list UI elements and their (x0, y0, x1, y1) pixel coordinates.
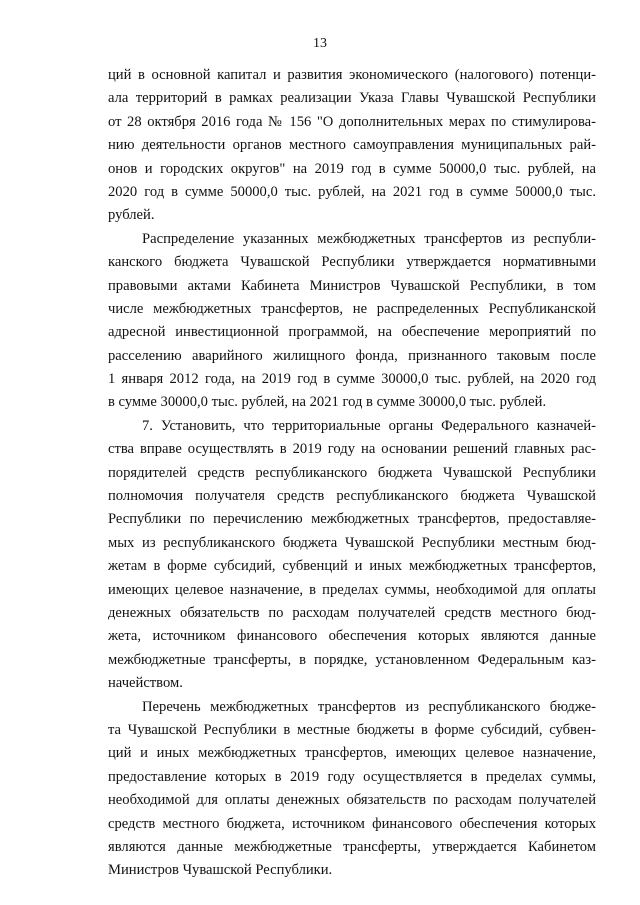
text-line: начейством. (108, 675, 183, 692)
paragraph-1 (108, 64, 596, 228)
text-line: ства вправе осуществлять в 2019 году на основании решений главных рас- (108, 441, 596, 458)
text-line: Перечень межбюджетных трансфертов из республиканского бюдже- (142, 698, 596, 715)
paragraph-4 (108, 696, 596, 883)
text-line: межбюджетные трансферты, в порядке, установленном Федеральным каз- (108, 651, 596, 668)
text-line: 1 января 2012 года, на 2019 год в сумме 30000,0 тыс. рублей, на 2020 год (108, 371, 596, 388)
text-line: 2020 год в сумме 50000,0 тыс. рублей, на 2021 год в сумме 50000,0 тыс. (108, 183, 596, 200)
text-line: предоставление которых в 2019 году осуществляется в пределах суммы, (108, 768, 596, 785)
text-line: правовыми актами Кабинета Министров Чувашской Республики, в том (108, 277, 596, 294)
page-number: 13 (313, 36, 327, 51)
text-line: жета, источником финансового обеспечения которых являются данные (108, 628, 596, 645)
text-line: в сумме 30000,0 тыс. рублей, на 2021 год в сумме 30000,0 тыс. рублей. (108, 394, 547, 411)
text-line: от 28 октября 2016 года № 156 "О дополнительных мерах по стимулирова- (108, 113, 596, 130)
paragraph-2 (108, 228, 596, 415)
text-line: ций и иных межбюджетных трансфертов, имеющих целевое назначение, (108, 745, 596, 762)
text-line: рублей. (108, 207, 155, 224)
text-line: являются данные межбюджетные трансферты, утверждается Кабинетом (108, 838, 596, 855)
text-line: адресной инвестиционной программой, на обеспечение мероприятий по (108, 324, 596, 341)
text-line: полномочия получателя средств республиканского бюджета Чувашской (108, 488, 596, 505)
text-line: денежных обязательств по расходам получателей средств местного бюд- (108, 604, 596, 621)
text-line: ций в основной капитал и развития экономического (налогового) потенци- (108, 67, 596, 83)
text-line: мых из республиканского бюджета Чувашской Республики местным бюд- (108, 534, 596, 551)
text-line: Распределение указанных межбюджетных трансфертов из республи- (142, 230, 596, 247)
text-line: жетам в форме субсидий, субвенций и иных межбюджетных трансфертов, (108, 558, 596, 575)
text-line: ала территорий в рамках реализации Указа Главы Чувашской Республики (108, 90, 596, 107)
text-line: порядителей средств республиканского бюджета Чувашской Республики (108, 464, 596, 481)
text-line: необходимой для оплаты денежных обязательств по расходам получателей (108, 792, 596, 809)
text-line: канского бюджета Чувашской Республики утверждается нормативными (108, 254, 596, 271)
text-line: та Чувашской Республики в местные бюджеты в форме субсидий, субвен- (108, 721, 596, 738)
text-line: 7. Установить, что территориальные органы Федерального казначей- (142, 417, 596, 434)
text-line: расселению аварийного жилищного фонда, признанного таковым после (108, 347, 596, 364)
text-line: числе межбюджетных трансфертов, не распределенных Республиканской (108, 300, 596, 317)
text-line: имеющих целевое назначение, в пределах суммы, необходимой для оплаты (108, 581, 596, 598)
paragraph-3 (108, 415, 596, 696)
text-line: нию деятельности органов местного самоуправления муниципальных рай- (108, 137, 596, 154)
text-line: онов и городских округов" на 2019 год в сумме 50000,0 тыс. рублей, на (108, 160, 596, 177)
text-line: средств местного бюджета, источником финансового обеспечения которых (108, 815, 596, 832)
text-line: Министров Чувашской Республики. (108, 862, 333, 879)
text-line: Республики по перечислению межбюджетных трансфертов, предоставляе- (108, 511, 596, 528)
document-body (108, 64, 596, 883)
